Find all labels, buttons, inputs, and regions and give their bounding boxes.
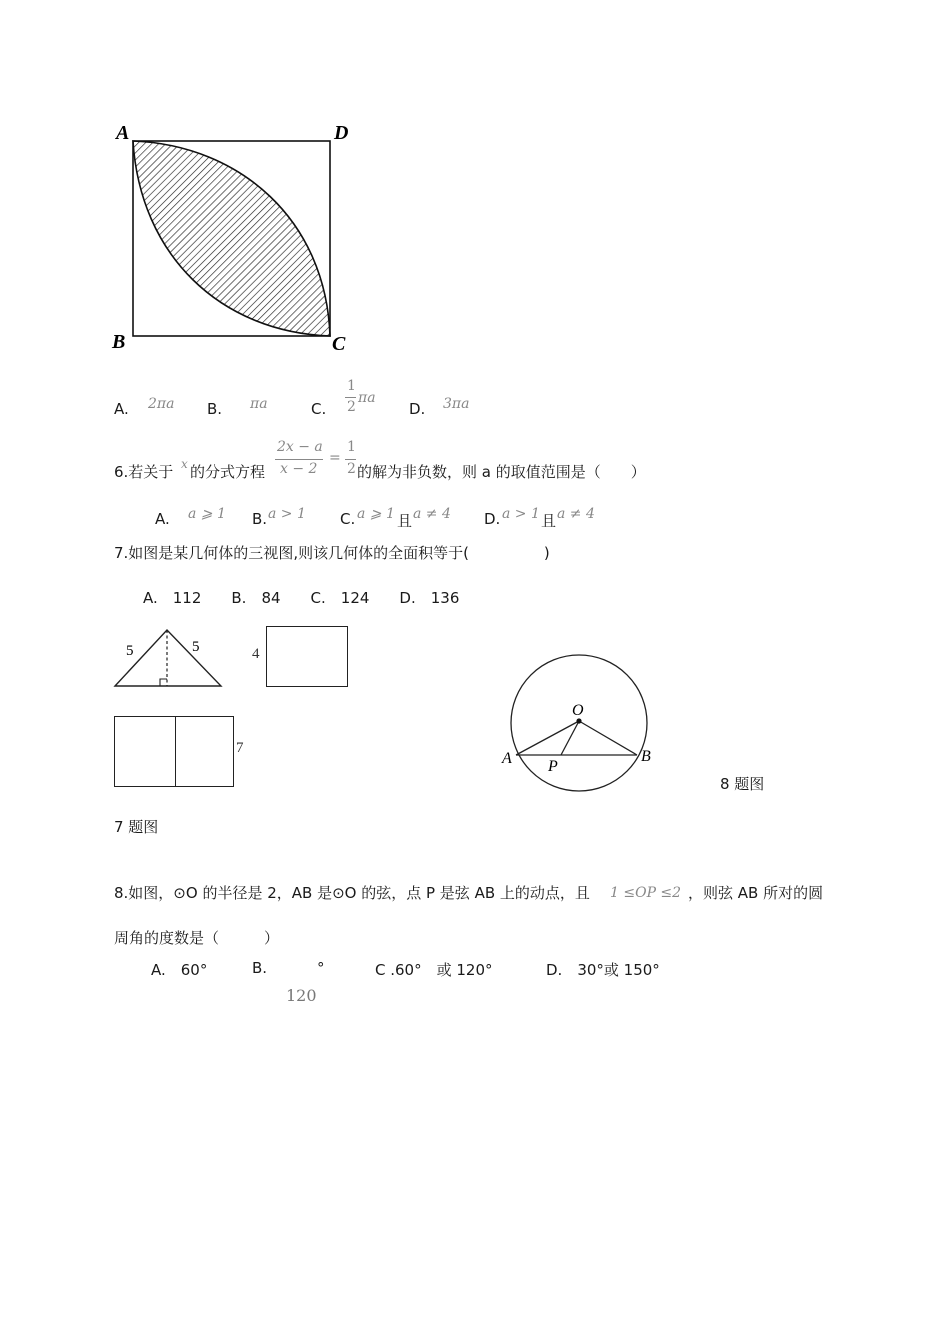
shaded-lens bbox=[133, 141, 330, 336]
q6-frac-right-bar bbox=[345, 459, 356, 460]
q6-option-c-and: 且 bbox=[397, 512, 413, 530]
label-B: B bbox=[641, 748, 651, 765]
q5-option-c-math: πa bbox=[358, 390, 376, 406]
q7-top-view-divider bbox=[175, 717, 176, 786]
q8-stem-a: 8.如图，⊙O 的半径是 2，AB 是⊙O 的弦，点 P 是弦 AB 上的动点，且 bbox=[114, 884, 590, 902]
q5-option-d-math: 3πa bbox=[443, 396, 470, 412]
q6-option-c-math2: a ≠ 4 bbox=[413, 506, 451, 522]
q8-option-d: D. 30°或 150° bbox=[546, 961, 660, 979]
q6-frac-left-numerator: 2x − a bbox=[277, 439, 323, 455]
q6-option-b-math: a > 1 bbox=[268, 506, 306, 522]
q5-option-a-label: A. bbox=[114, 400, 129, 418]
q8-option-b-value: 120 bbox=[286, 986, 317, 1005]
q7-top-view-label: 7 bbox=[236, 740, 244, 756]
q6-stem-mid: 的分式方程 bbox=[190, 463, 266, 481]
label-C: C bbox=[332, 333, 346, 355]
q7-side-view bbox=[266, 626, 348, 687]
label-B: B bbox=[112, 331, 126, 353]
q7-top-view bbox=[114, 716, 234, 787]
q6-frac-left-denominator: x − 2 bbox=[280, 461, 318, 477]
right-angle-mark bbox=[160, 679, 167, 686]
q8-option-b-degree: ° bbox=[317, 959, 325, 977]
q5-option-c-denominator: 2 bbox=[347, 399, 356, 415]
q6-option-a-math: a ⩾ 1 bbox=[188, 506, 226, 522]
q7-caption: 7 题图 bbox=[114, 818, 159, 836]
q6-option-c-math1: a ⩾ 1 bbox=[357, 506, 395, 522]
front-view-left-label: 5 bbox=[126, 643, 134, 659]
label-A: A bbox=[116, 122, 130, 144]
q7-front-view bbox=[110, 625, 230, 695]
q5-option-c-label: C. bbox=[311, 400, 327, 418]
q6-option-d-math1: a > 1 bbox=[502, 506, 540, 522]
q6-frac-left-bar bbox=[275, 459, 323, 460]
q6-option-d-math2: a ≠ 4 bbox=[557, 506, 595, 522]
q6-frac-right-denominator: 2 bbox=[347, 461, 356, 477]
q8-stem-math: 1 ≤OP ≤2 bbox=[610, 885, 682, 901]
q8-option-b-label: B. bbox=[252, 959, 268, 977]
q6-option-d-and: 且 bbox=[541, 512, 557, 530]
q6-var-x: x bbox=[181, 457, 188, 471]
label-D: D bbox=[334, 122, 349, 144]
label-P: P bbox=[548, 758, 558, 775]
q5-figure bbox=[100, 110, 370, 360]
q6-equals: = bbox=[329, 450, 341, 466]
q8-option-c: C .60° 或 120° bbox=[375, 961, 493, 979]
label-O: O bbox=[572, 702, 584, 719]
q6-stem-prefix: 6.若关于 bbox=[114, 463, 174, 481]
q5-option-a-math: 2πa bbox=[148, 396, 175, 412]
q8-stem-c: 周角的度数是（ ） bbox=[114, 929, 280, 947]
q5-option-d-label: D. bbox=[409, 400, 426, 418]
q6-option-d-label: D. bbox=[484, 510, 501, 528]
center-point bbox=[576, 718, 581, 723]
front-view-right-label: 5 bbox=[192, 639, 200, 655]
q6-frac-right-numerator: 1 bbox=[347, 439, 356, 455]
q8-figure-caption: 8 题图 bbox=[720, 775, 765, 793]
q5-option-c-numerator: 1 bbox=[347, 378, 356, 394]
q5-option-b-math: πa bbox=[250, 396, 268, 412]
q6-stem-suffix: 的解为非负数，则 a 的取值范围是（ ） bbox=[357, 463, 646, 481]
q7-stem: 7.如图是某几何体的三视图,则该几何体的全面积等于( ) bbox=[114, 544, 550, 562]
q6-option-b-label: B. bbox=[252, 510, 268, 528]
q6-option-a-label: A. bbox=[155, 510, 170, 528]
radius-OB bbox=[579, 721, 637, 755]
q8-figure bbox=[495, 648, 665, 798]
q6-option-c-label: C. bbox=[340, 510, 356, 528]
label-A: A bbox=[502, 750, 512, 767]
q5-option-c-fraction-bar bbox=[345, 397, 356, 398]
q8-stem-b: ，则弦 AB 所对的圆 bbox=[688, 884, 824, 902]
q5-option-b-label: B. bbox=[207, 400, 223, 418]
q8-option-a: A. 60° bbox=[151, 961, 208, 979]
q7-options: A. 112 B. 84 C. 124 D. 136 bbox=[143, 589, 460, 607]
q7-side-view-label: 4 bbox=[252, 646, 260, 662]
